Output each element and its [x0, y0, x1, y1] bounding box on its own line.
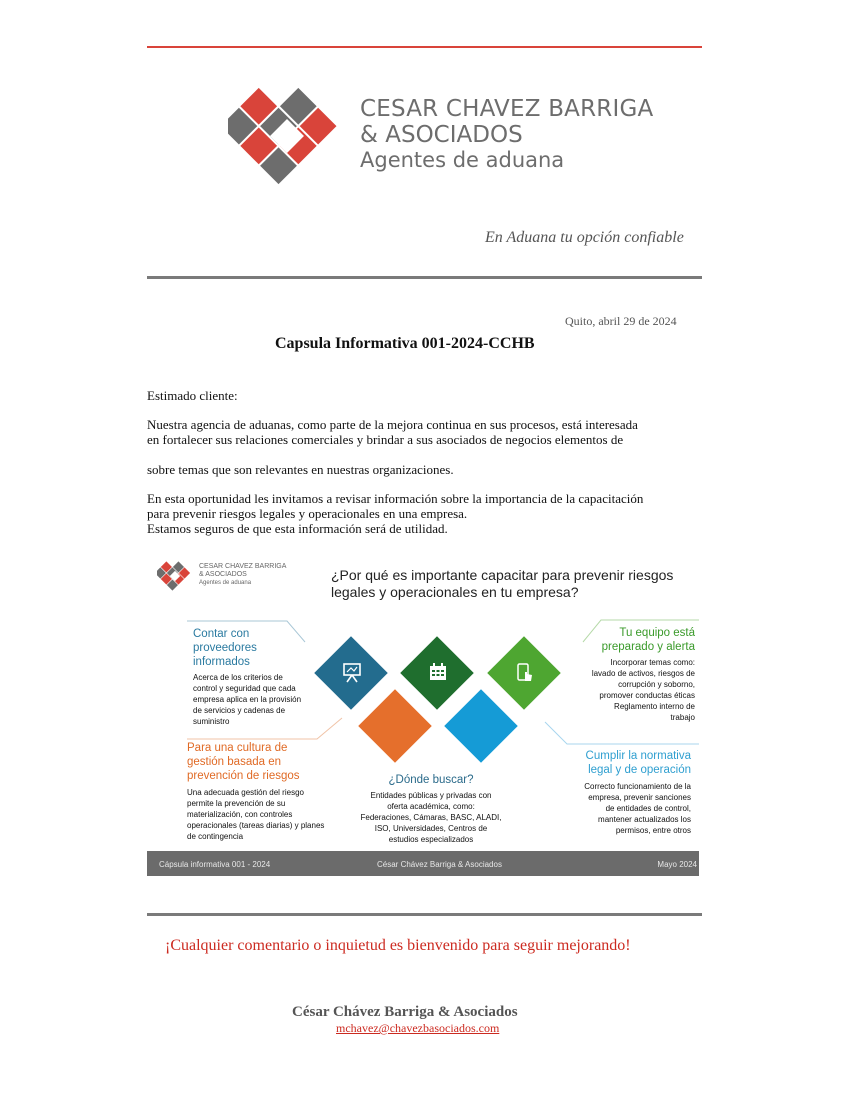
left-top-body-line: suministro — [193, 717, 230, 726]
left-bottom-heading-line: gestión basada en — [187, 756, 281, 768]
header-divider — [147, 276, 702, 279]
footer-right-text: Mayo 2024 — [657, 860, 697, 869]
right-top-body-line: Incorporar temas como: — [610, 658, 695, 667]
paragraph-2-line-3: Estamos seguros de que esta información será de utilidad. — [147, 521, 448, 536]
tagline: En Aduana tu opción confiable — [485, 229, 684, 246]
right-bottom-body-line: de entidades de control, — [605, 804, 691, 813]
left-top-heading-line: proveedores — [193, 642, 257, 654]
paragraph-1-line-2: en fortalecer sus relaciones comerciales y brindar a sus asociados de negocios elementos de — [147, 432, 624, 447]
right-top-heading-line: Tu equipo está — [619, 627, 695, 639]
footer-divider — [147, 913, 702, 916]
right-top-body-line: Reglamento interno de — [614, 702, 695, 711]
right-bottom-body-line: Correcto funcionamiento de la — [584, 782, 691, 791]
center-body-line: ISO, Universidades, Centros de — [374, 824, 488, 833]
left-bottom-heading-line: prevención de riesgos — [187, 770, 300, 782]
paragraph-1-line-3: sobre temas que son relevantes en nuestras organizaciones. — [147, 462, 454, 477]
left-top-body-line: empresa aplica en la provisión — [193, 695, 302, 704]
left-bottom-heading-line: Para una cultura de — [187, 742, 288, 754]
left-top-heading-line: informados — [193, 656, 250, 668]
paragraph-2-line-1: En esta oportunidad les invitamos a revisar información sobre la importancia de la capacitación — [147, 491, 644, 506]
center-body — [345, 790, 517, 845]
company-logo-mark — [228, 78, 346, 194]
left-bottom-body-line: operacionales (tareas diarias) y planes — [187, 821, 325, 830]
right-top-body — [547, 657, 695, 723]
paragraph-1-line-1: Nuestra agencia de aduanas, como parte de la mejora continua en sus procesos, está interesada — [147, 417, 638, 432]
email-link[interactable]: mchavez@chavezbasociados.com — [336, 1021, 500, 1035]
letter-date: Quito, abril 29 de 2024 — [565, 314, 677, 328]
right-bottom-body-line: permisos, entre otros — [615, 826, 691, 835]
right-top-body-line: corrupción y soborno, — [618, 680, 695, 689]
infographic-footer-bar — [147, 851, 699, 876]
letter-title: Capsula Informativa 001-2024-CCHB — [275, 335, 535, 352]
center-heading: ¿Dónde buscar? — [388, 774, 474, 786]
right-top-heading — [547, 626, 695, 654]
calendar-icon — [429, 663, 447, 681]
greeting: Estimado cliente: — [147, 388, 238, 403]
right-top-body-line: trabajo — [670, 713, 695, 722]
footer-left-text: Cápsula informativa 001 - 2024 — [159, 860, 271, 869]
question-line2: legales y operacionales en tu empresa? — [331, 584, 579, 600]
left-top-body — [193, 672, 301, 727]
center-body-line: estudios especializados — [388, 835, 474, 844]
right-top-heading-line: preparado y alerta — [601, 641, 695, 653]
right-bottom-body-line: mantener actualizados los — [598, 815, 691, 824]
left-bottom-body-line: materialización, con controles — [187, 810, 293, 819]
company-name-line2: & ASOCIADOS — [360, 122, 523, 148]
question-line1: ¿Por qué es importante capacitar para prevenir riesgos — [331, 567, 674, 583]
left-top-body-line: control y seguridad que cada — [193, 684, 296, 693]
left-bottom-body-line: permite la prevención de su — [187, 799, 286, 808]
right-bottom-heading-line: Cumplir la normativa — [585, 750, 691, 762]
right-bottom-heading-line: legal y de operación — [588, 764, 691, 776]
center-body-line: oferta académica, como: — [387, 802, 475, 811]
presentation-board-icon — [343, 663, 361, 683]
right-bottom-body — [537, 781, 691, 836]
left-top-body-line: de servicios y cadenas de — [193, 706, 286, 715]
left-bottom-body-line: Una adecuada gestión del riesgo — [187, 788, 304, 797]
infographic-logo-line2: & ASOCIADOS — [199, 571, 247, 578]
comment-line: ¡Cualquier comentario o inquietud es bienvenido para seguir mejorando! — [165, 937, 631, 954]
left-top-body-line: Acerca de los criterios de — [193, 673, 283, 682]
infographic-logo-line1: CESAR CHAVEZ BARRIGA — [199, 563, 287, 570]
signature: César Chávez Barriga & Asociados — [292, 1004, 518, 1020]
center-body-line: Entidades públicas y privadas con — [370, 791, 492, 800]
right-top-body-line: lavado de activos, riesgos de — [591, 669, 695, 678]
mobile-touch-icon — [517, 663, 533, 683]
infographic-logo-line3: Agentes de aduana — [199, 580, 252, 586]
right-top-body-line: promover conductas éticas — [599, 691, 695, 700]
infographic — [147, 550, 699, 876]
right-bottom-heading — [537, 749, 691, 777]
right-bottom-body-line: empresa, prevenir sanciones — [588, 793, 691, 802]
center-body-line: Federaciones, Cámaras, BASC, ALADI, — [360, 813, 502, 822]
company-subtitle: Agentes de aduana — [360, 148, 565, 172]
left-top-heading — [193, 627, 257, 669]
left-bottom-body-line: de contingencia — [187, 832, 244, 841]
paragraph-2-line-2: para prevenir riesgos legales y operacionales en una empresa. — [147, 506, 468, 521]
left-bottom-heading — [187, 741, 300, 783]
top-red-rule — [147, 46, 702, 48]
left-top-heading-line: Contar con — [193, 628, 250, 640]
left-bottom-body — [187, 787, 324, 842]
company-name-line1: CESAR CHAVEZ BARRIGA — [360, 96, 654, 122]
footer-center-text: César Chávez Barriga & Asociados — [377, 860, 502, 869]
